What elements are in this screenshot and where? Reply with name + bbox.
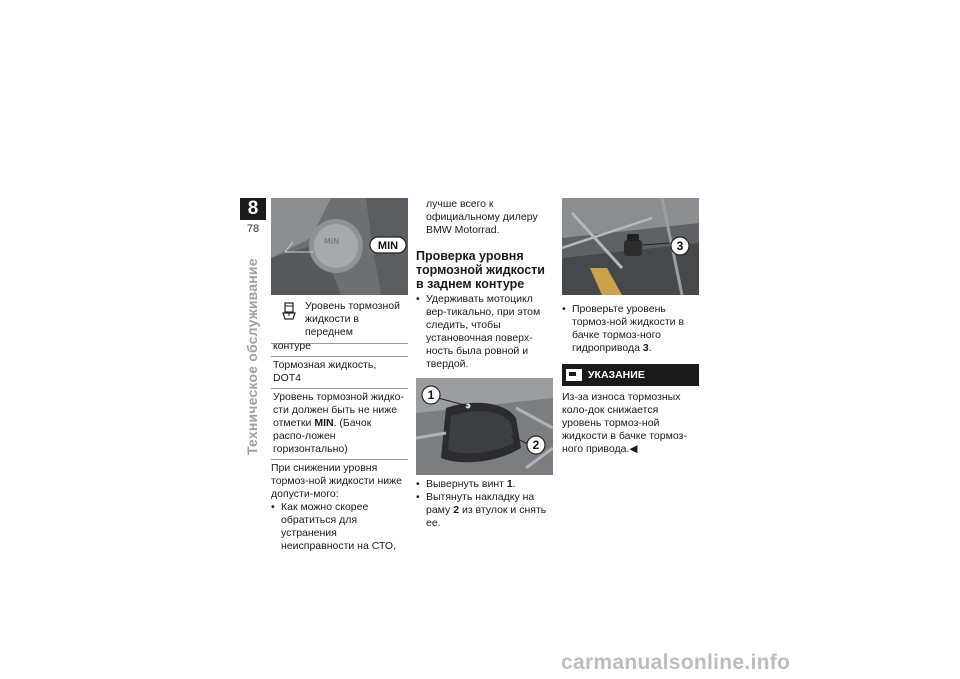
callout-1: 1 xyxy=(427,388,435,402)
min-callout: MIN xyxy=(377,240,399,252)
note-text: Из-за износа тормозных коло-док снижается уровень тормоз-ной жидкости в бачке тормоз-ного привода.◀ xyxy=(562,391,687,455)
column-2 xyxy=(416,198,554,530)
spec-header-line1: Уровень тормозной xyxy=(305,300,400,312)
callout-3: 3 xyxy=(676,239,684,253)
brake-fluid-icon xyxy=(281,302,297,320)
continued-text: лучше всего к официальному дилеру BMW Motorrad. xyxy=(426,198,538,236)
spec-row-level: Уровень тормозной жидко-сти должен быть не ниже отметки MIN. (Бачок распо-ложен горизонтально) xyxy=(273,391,404,455)
end-mark-icon: ◀ xyxy=(629,443,638,455)
bullet-list-4 xyxy=(562,303,699,355)
spec-header xyxy=(271,295,408,344)
section-title: Техническое обслуживание xyxy=(244,258,260,455)
bullet-list-1 xyxy=(271,501,408,553)
section-heading: Проверка уровня тормозной жидкости в заднем контуре xyxy=(416,249,545,291)
chapter-tab xyxy=(240,198,266,235)
side-cover-photo xyxy=(416,378,553,475)
watermark: carmanualsonline.info xyxy=(561,651,791,674)
column-3 xyxy=(562,198,699,456)
paragraph-low-level: При снижении уровня тормоз-ной жидкости ниже допусти-мого: xyxy=(271,462,402,500)
spec-header-line3: контуре xyxy=(271,340,408,357)
cap-min-mark: MIN xyxy=(324,237,340,246)
spec-table xyxy=(271,295,408,460)
note-label: УКАЗАНИЕ xyxy=(588,368,645,381)
bullet-unscrew: • Вывернуть винт 1. xyxy=(416,478,554,491)
bullet-list-2 xyxy=(416,293,554,371)
bullet-service: • Как можно скорее обратиться для устранения неисправности на СТО, xyxy=(271,501,408,553)
callout-2: 2 xyxy=(532,438,540,452)
spec-row-fluid: Тормозная жидкость, DOT4 xyxy=(271,357,408,389)
hand-pointer-icon xyxy=(566,369,582,381)
column-1 xyxy=(271,198,408,553)
rear-reservoir-photo xyxy=(562,198,699,295)
bullet-remove-cover: • Вытянуть накладку на раму 2 из втулок и снять ее. xyxy=(416,491,554,530)
bullet-list-3 xyxy=(416,478,554,530)
spec-header-line2: жидкости в переднем xyxy=(305,313,359,338)
bullet-hold-upright: • Удерживать мотоцикл вер-тикально, при этом следить, чтобы установочная поверх-ность была ровной и твердой. xyxy=(416,293,554,371)
chapter-number: 8 xyxy=(240,198,266,220)
front-reservoir-photo xyxy=(271,198,408,295)
bullet-check-level: • Проверьте уровень тормоз-ной жидкости в бачке тормоз-ного гидропривода 3. xyxy=(562,303,699,355)
page-number: 78 xyxy=(246,223,260,235)
note-header xyxy=(562,364,699,386)
